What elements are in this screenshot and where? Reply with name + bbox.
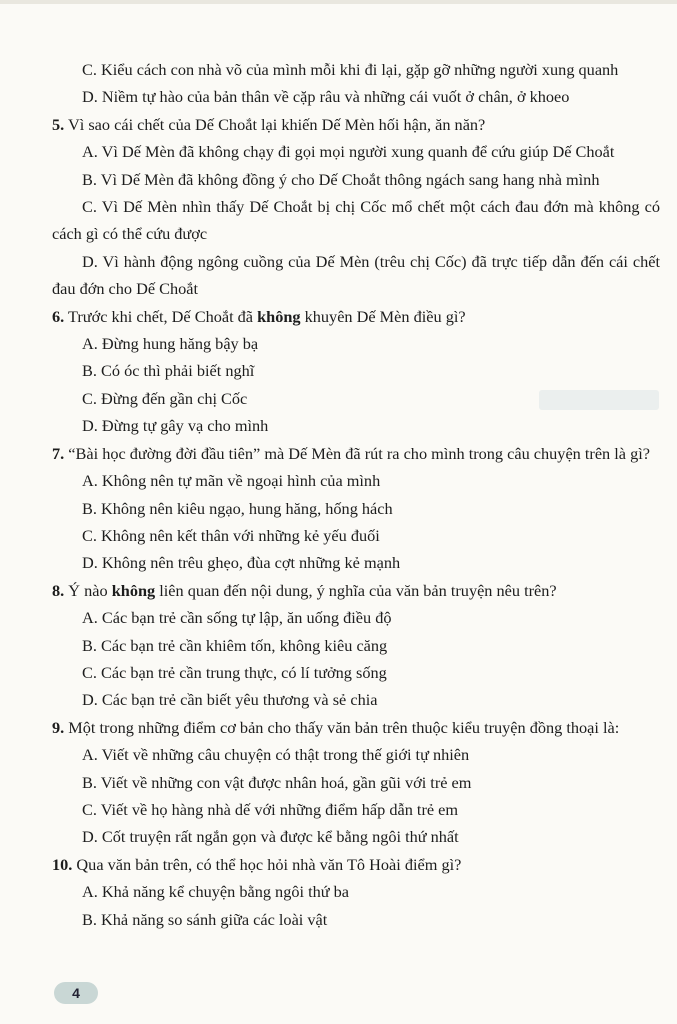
q10-option-a: A. Khả năng kể chuyện bằng ngôi thứ ba xyxy=(82,882,349,902)
q5-option-b: B. Vì Dế Mèn đã không đồng ý cho Dế Choắt thông ngách sang hang nhà mình xyxy=(82,169,600,189)
page-top-edge xyxy=(0,0,677,4)
q9-option-a: A. Viết về những câu chuyện có thật trong thế giới tự nhiên xyxy=(82,745,470,765)
q10-option-b: B. Khả năng so sánh giữa các loài vật xyxy=(82,909,328,929)
question-7 xyxy=(52,440,660,467)
question-5-number: 5. xyxy=(52,114,65,134)
question-6-number: 6. xyxy=(52,306,65,326)
question-8 xyxy=(52,577,660,604)
q7-option-a: A. Không nên tự mãn về ngoại hình của mình xyxy=(82,471,381,491)
question-10-text: Qua văn bản trên, có thể học hỏi nhà văn Tô Hoài điểm gì? xyxy=(72,854,462,874)
question-6-text-before: Trước khi chết, Dế Choắt đã xyxy=(64,306,258,326)
question-10 xyxy=(52,851,660,878)
q7-option-d: D. Không nên trêu ghẹo, đùa cợt những kẻ mạnh xyxy=(82,553,401,573)
question-6 xyxy=(52,303,660,330)
q9-option-b: B. Viết về những con vật được nhân hoá, gần gũi với trẻ em xyxy=(82,772,472,792)
q4-option-c: C. Kiểu cách con nhà võ của mình mỗi khi đi lại, gặp gỡ những người xung quanh xyxy=(82,60,619,79)
question-9-text: Một trong những điểm cơ bản cho thấy văn bản trên thuộc kiểu truyện đồng thoại là: xyxy=(64,717,620,737)
page-number: 4 xyxy=(72,985,80,1001)
q5-option-d: D. Vì hành động ngông cuồng của Dế Mèn (trêu chị Cốc) đã trực tiếp dẫn đến cái chết đau đớn cho Dế Choắt xyxy=(52,251,660,299)
q7-option-b: B. Không nên kiêu ngạo, hung hăng, hống hách xyxy=(82,498,393,518)
q6-option-d: D. Đừng tự gây vạ cho mình xyxy=(82,416,269,436)
q5-option-a: A. Vì Dế Mèn đã không chạy đi gọi mọi người xung quanh để cứu giúp Dế Choắt xyxy=(82,142,615,162)
q9-option-d: D. Cốt truyện rất ngắn gọn và được kể bằng ngôi thứ nhất xyxy=(82,827,459,847)
question-5 xyxy=(52,111,660,138)
question-9 xyxy=(52,714,660,741)
question-7-text: “Bài học đường đời đầu tiên” mà Dế Mèn đã rút ra cho mình trong câu chuyện trên là gì? xyxy=(64,443,650,463)
q8-option-d: D. Các bạn trẻ cần biết yêu thương và sẻ chia xyxy=(82,690,378,710)
question-10-number: 10. xyxy=(52,854,73,874)
q8-option-a: A. Các bạn trẻ cần sống tự lập, ăn uống điều độ xyxy=(82,608,392,628)
question-6-emphasis: không xyxy=(257,306,301,326)
question-8-number: 8. xyxy=(52,580,65,600)
question-6-text-after: khuyên Dế Mèn điều gì? xyxy=(300,306,466,326)
q9-option-c: C. Viết về họ hàng nhà dế với những điểm hấp dẫn trẻ em xyxy=(82,799,459,819)
q6-option-a: A. Đừng hung hăng bậy bạ xyxy=(82,334,259,354)
question-7-number: 7. xyxy=(52,443,65,463)
q8-option-b: B. Các bạn trẻ cần khiêm tốn, không kiêu căng xyxy=(82,635,388,655)
page-number-badge xyxy=(54,982,98,1004)
q6-option-b: B. Có óc thì phải biết nghĩ xyxy=(82,361,255,381)
q4-option-d: D. Niềm tự hào của bản thân về cặp râu và những cái vuốt ở chân, ở khoeo xyxy=(82,87,570,107)
question-9-number: 9. xyxy=(52,717,65,737)
q6-option-c: C. Đừng đến gần chị Cốc xyxy=(82,388,248,408)
q8-option-c: C. Các bạn trẻ cần trung thực, có lí tưởng sống xyxy=(82,662,387,682)
question-5-text: Vì sao cái chết của Dế Choắt lại khiến Dế Mèn hối hận, ăn năn? xyxy=(64,114,486,134)
question-list xyxy=(52,56,660,933)
question-8-text-after: liên quan đến nội dung, ý nghĩa của văn bản truyện nêu trên? xyxy=(155,580,557,600)
question-8-text-before: Ý nào xyxy=(64,580,112,600)
question-8-emphasis: không xyxy=(111,580,156,600)
q7-option-c: C. Không nên kết thân với những kẻ yếu đuối xyxy=(82,525,380,545)
q5-option-c: C. Vì Dế Mèn nhìn thấy Dế Choắt bị chị Cốc mổ chết một cách đau đớn mà không có cách gì có thể cứu được xyxy=(52,197,660,244)
